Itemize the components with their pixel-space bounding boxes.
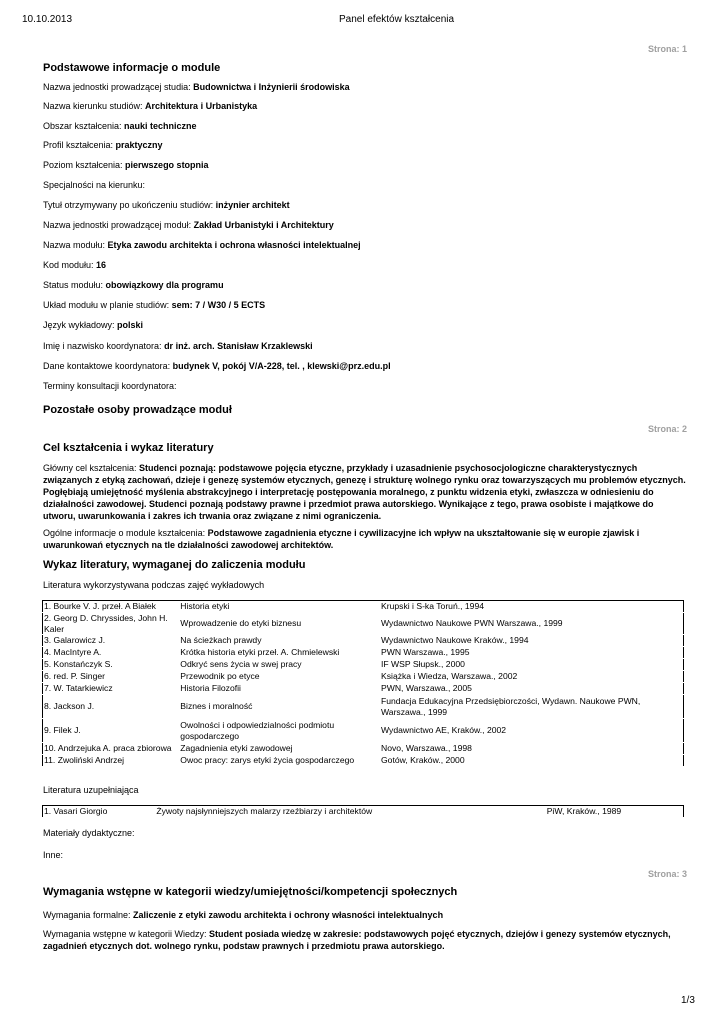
info-field-label: Kod modułu:: [43, 260, 97, 270]
page-label-3: Strona: 3: [647, 869, 687, 879]
table-row: [43, 671, 684, 683]
literature-title: Wprowadzenie do etyki biznesu: [180, 618, 302, 629]
general-info-label: Ogólne informacje o module kształcenia:: [43, 528, 208, 538]
info-field: [43, 180, 145, 190]
info-field: [43, 300, 265, 310]
table-row: [43, 695, 684, 719]
info-field-value: Architektura i Urbanistyka: [145, 101, 258, 111]
main-goal-label: Główny cel kształcenia:: [43, 463, 140, 473]
info-field: [43, 160, 209, 170]
formal-requirements: [43, 909, 688, 921]
literature-author: 3. Galarowicz J.: [44, 635, 106, 646]
info-field-label: Obszar kształcenia:: [43, 121, 125, 131]
other-teachers-heading: Pozostałe osoby prowadzące moduł: [43, 404, 232, 416]
literature-author: 10. Andrzejuka A. praca zbiorowa: [44, 743, 172, 754]
literature-title: Biznes i moralność: [180, 701, 253, 712]
table-row: [43, 719, 684, 743]
table-row: [43, 647, 684, 659]
info-field-label: Specjalności na kierunku:: [43, 180, 146, 190]
literature-author: 6. red. P. Singer: [44, 671, 105, 682]
info-field: [43, 121, 197, 131]
table-row: [43, 806, 684, 818]
other-label: Inne:: [43, 850, 64, 860]
page-label-2: Strona: 2: [647, 424, 687, 434]
table-row: [43, 601, 684, 613]
general-info-value: Podstawowe zagadnienia etyczne i cywilizacyjne ich wpływ na ukształtowanie się w europie zjawisk i uwarunkowań etycznych na tle działalności zawodowej architektów.: [43, 528, 640, 550]
info-field: [43, 381, 177, 391]
literature-author: 4. MacIntyre A.: [44, 647, 102, 658]
info-field-label: Nazwa jednostki prowadzącej studia:: [43, 82, 194, 92]
literature-author: 1. Bourke V. J. przeł. A Białek: [44, 601, 156, 612]
literature-author: 11. Zwoliński Andrzej: [44, 755, 125, 766]
info-field-label: Terminy konsultacji koordynatora:: [43, 381, 177, 391]
page-counter: 1/3: [681, 995, 695, 1006]
literature-author: 9. Filek J.: [44, 725, 81, 736]
info-field-value: Zakład Urbanistyki i Architektury: [193, 220, 334, 230]
info-field-label: Nazwa kierunku studiów:: [43, 101, 146, 111]
info-field-value: dr inż. arch. Stanisław Krzaklewski: [164, 341, 313, 351]
formal-requirements-value: Zaliczenie z etyki zawodu architekta i ochrony własności intelektualnych: [132, 910, 444, 920]
info-field-label: Poziom kształcenia:: [43, 160, 126, 170]
info-field-label: Układ modułu w planie studiów:: [43, 300, 172, 310]
page-label-1: Strona: 1: [647, 44, 687, 54]
main-goal-value: Studenci poznają: podstawowe pojęcia etyczne, przykłady i uzasadnienie psychosocjologiczne charakterystycznych związanych z etyką zachowań, dzieje i genezę systemów etycznych, genezę i strukturę wolnego rynku oraz towarzyszących mu problemów etycznych. Pogłębiają umiejętność myślenia abstrakcyjnego i interpretację postępowania moralnego, z punktu widzenia etyki, zwłaszcza w odniesieniu do działalności zawodowej. Studenci poznają podstawy prawne i przedmiot prawa autorskiego. Wynikające z tego, prawa osobiste i majątkowe do utworu, uwarunkowania i zakres ich trwania oraz związane z nimi ograniczenia.: [43, 463, 686, 521]
info-field: [43, 240, 361, 250]
literature-publisher: PiW, Kraków., 1989: [546, 806, 622, 817]
knowledge-requirements: [43, 928, 688, 952]
literature-publisher: Książka i Wiedza, Warszawa., 2002: [381, 671, 518, 682]
literature-title: Przewodnik po etyce: [180, 671, 260, 682]
literature-heading: Wykaz literatury, wymaganej do zaliczenia modułu: [43, 559, 306, 571]
info-field-value: inżynier architekt: [215, 200, 290, 210]
literature-table: [42, 600, 684, 767]
literature-publisher: Gotów, Kraków., 2000: [381, 755, 465, 766]
formal-requirements-label: Wymagania formalne:: [43, 910, 133, 920]
document-title: Panel efektów kształcenia: [339, 14, 455, 25]
literature-publisher: Krupski i S-ka Toruń., 1994: [381, 601, 485, 612]
literature-publisher: Wydawnictwo Naukowe Kraków., 1994: [381, 635, 529, 646]
info-field-value: polski: [117, 320, 144, 330]
table-row: [43, 659, 684, 671]
literature-title: Odkryć sens życia w swej pracy: [180, 659, 302, 670]
info-field-label: Status modułu:: [43, 280, 106, 290]
literature-title: Zagadnienia etyki zawodowej: [180, 743, 293, 754]
table-row: [43, 755, 684, 767]
info-field-label: Język wykładowy:: [43, 320, 118, 330]
info-field: [43, 200, 290, 210]
info-field-value: Etyka zawodu architekta i ochrona własności intelektualnej: [107, 240, 361, 250]
literature-author: 8. Jackson J.: [44, 701, 95, 712]
supplementary-literature-table: [42, 805, 684, 818]
info-field: [43, 220, 334, 230]
table-row: [43, 683, 684, 695]
info-field-value: budynek V, pokój V/A-228, tel. , klewski@prz.edu.pl: [172, 361, 391, 371]
info-field-value: obowiązkowy dla programu: [105, 280, 224, 290]
literature-publisher: Novo, Warszawa., 1998: [381, 743, 472, 754]
print-date: 10.10.2013: [22, 14, 73, 25]
literature-title: Historia etyki: [180, 601, 230, 612]
info-field-value: sem: 7 / W30 / 5 ECTS: [171, 300, 266, 310]
info-field-label: Imię i nazwisko koordynatora:: [43, 341, 165, 351]
materials-label: Materiały dydaktyczne:: [43, 828, 135, 838]
literature-publisher: PWN, Warszawa., 2005: [381, 683, 472, 694]
literature-author: 5. Konstańczyk S.: [44, 659, 113, 670]
info-field: [43, 341, 313, 351]
literature-title: Na ścieżkach prawdy: [180, 635, 262, 646]
knowledge-requirements-label: Wymagania wstępne w kategorii Wiedzy:: [43, 929, 209, 939]
info-field: [43, 280, 224, 290]
info-field-value: nauki techniczne: [124, 121, 197, 131]
info-field-label: Nazwa modułu:: [43, 240, 108, 250]
main-goal: [43, 462, 688, 522]
literature-author: 1. Vasari Giorgio: [44, 806, 108, 817]
info-field-label: Profil kształcenia:: [43, 140, 116, 150]
info-field-value: praktyczny: [115, 140, 163, 150]
info-field-value: Budownictwa i Inżynierii środowiska: [193, 82, 350, 92]
literature-publisher: PWN Warszawa., 1995: [381, 647, 470, 658]
literature-used-label: Literatura wykorzystywana podczas zajęć wykładowych: [43, 580, 265, 590]
info-field-value: 16: [96, 260, 107, 270]
info-field: [43, 260, 106, 270]
literature-title: Krótka historia etyki przeł. A. Chmielewski: [180, 647, 340, 658]
table-row: [43, 613, 684, 635]
literature-publisher: Wydawnictwo Naukowe PWN Warszawa., 1999: [381, 618, 563, 629]
table-row: [43, 635, 684, 647]
info-field-label: Dane kontaktowe koordynatora:: [43, 361, 173, 371]
info-field: [43, 320, 143, 330]
info-field: [43, 82, 350, 92]
literature-title: Owoc pracy: zarys etyki życia gospodarczego: [180, 755, 355, 766]
table-row: [43, 743, 684, 755]
literature-publisher: Fundacja Edukacyjna Przedsiębiorczości, Wydawn. Naukowe PWN, Warszawa., 1999: [381, 696, 641, 717]
info-field-value: pierwszego stopnia: [125, 160, 209, 170]
info-field-label: Tytuł otrzymywany po ukończeniu studiów:: [43, 200, 216, 210]
info-field: [43, 101, 257, 111]
general-info: [43, 527, 688, 551]
info-field: [43, 140, 163, 150]
literature-author: 2. Georg D. Chryssides, John H. Kaler: [44, 613, 168, 634]
knowledge-requirements-value: Student posiada wiedzę w zakresie: podstawowych pojęć etycznych, dziejów i genezy systemów etycznych, zagadnień etycznych dot. wolnego rynku, podstaw prawnych i przedmiotu prawa autorskiego.: [43, 929, 671, 951]
goals-heading: Cel kształcenia i wykaz literatury: [43, 442, 214, 454]
info-field-label: Nazwa jednostki prowadzącej moduł:: [43, 220, 194, 230]
literature-author: 7. W. Tatarkiewicz: [44, 683, 113, 694]
literature-title: Żywoty najsłynniejszych malarzy rzeźbiarzy i architektów: [156, 806, 373, 817]
literature-title: Owolności i odpowiedzialności podmiotu gospodarczego: [180, 720, 335, 741]
info-field: [43, 361, 391, 371]
supplementary-literature-label: Literatura uzupełniająca: [43, 785, 139, 795]
literature-title: Historia Filozofii: [180, 683, 241, 694]
literature-publisher: IF WSP Słupsk., 2000: [381, 659, 465, 670]
basic-info-heading: Podstawowe informacje o module: [43, 62, 221, 74]
requirements-heading: Wymagania wstępne w kategorii wiedzy/umiejętności/kompetencji społecznych: [43, 886, 458, 898]
literature-publisher: Wydawnictwo AE, Kraków., 2002: [381, 725, 507, 736]
